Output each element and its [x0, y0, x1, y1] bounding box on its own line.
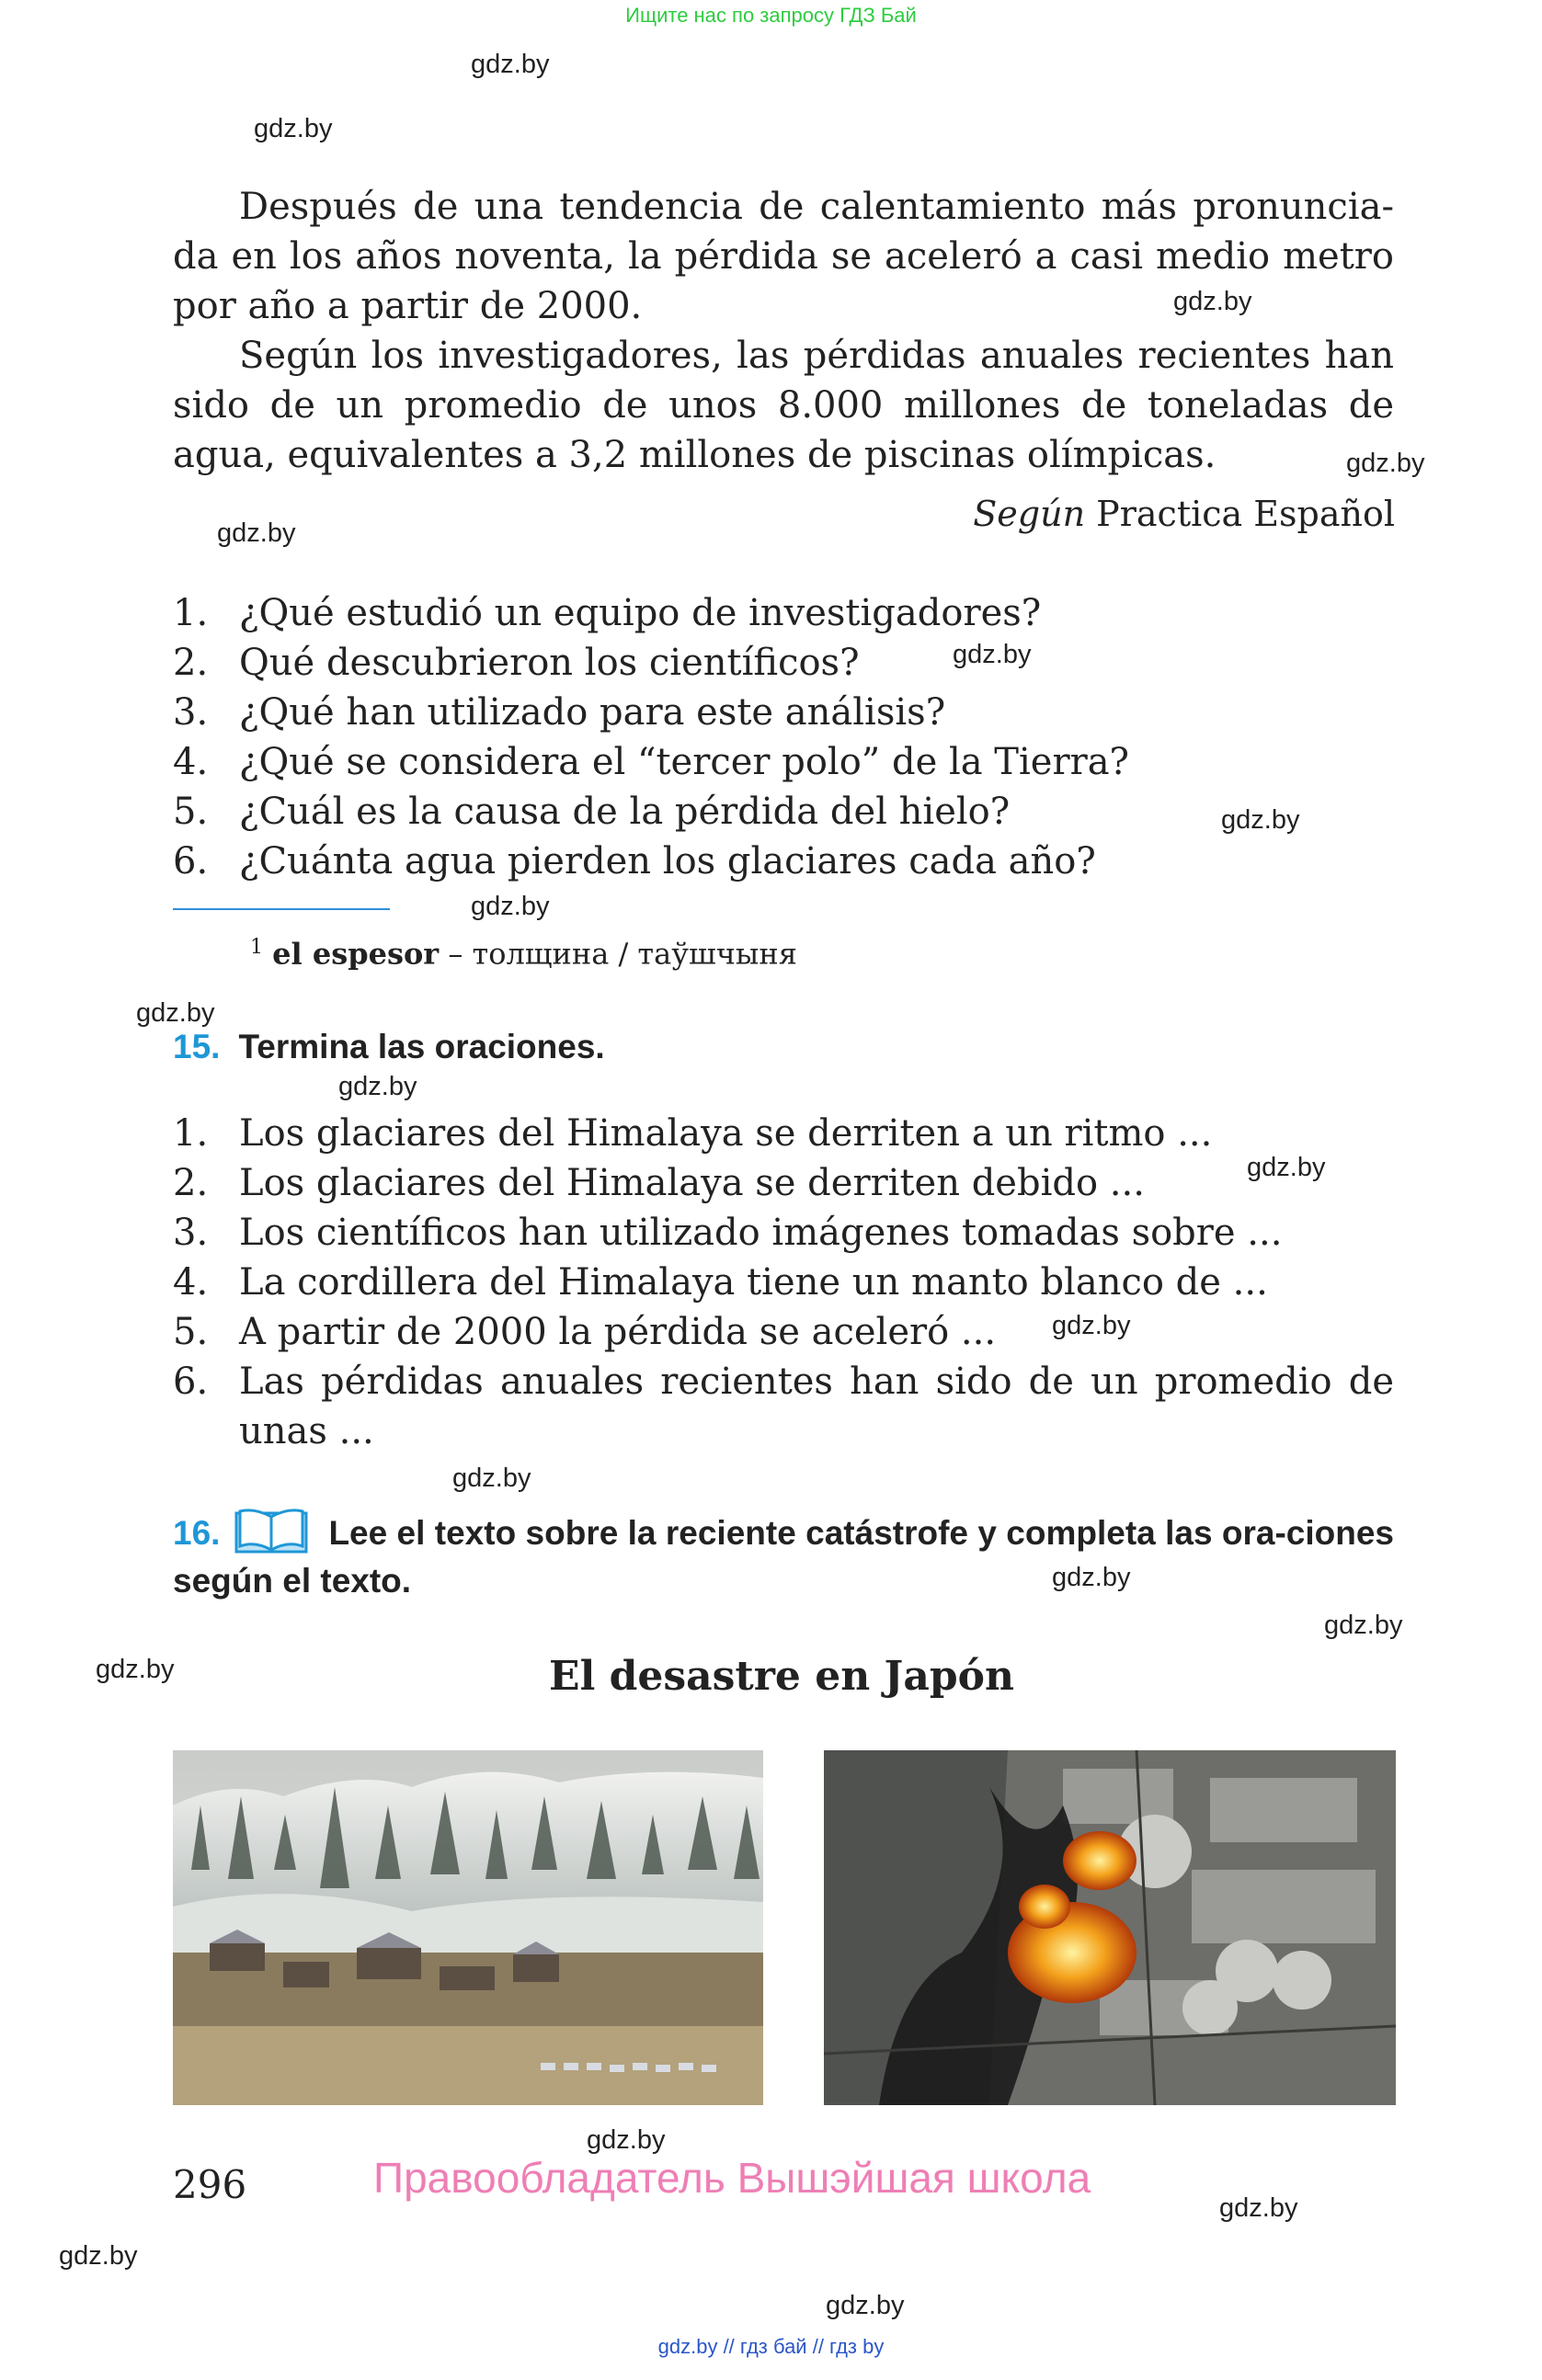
item-text: Las pérdidas anuales recientes han sido de un promedio de unas ...: [239, 1361, 1394, 1452]
watermark: gdz.by: [1346, 449, 1425, 478]
item-text: A partir de 2000 la pérdida se aceleró ...: [239, 1311, 997, 1353]
questions-list: [173, 588, 1394, 886]
watermark: gdz.by: [587, 2125, 666, 2155]
item-text: Los glaciares del Himalaya se derriten a un ritmo ...: [239, 1112, 1213, 1155]
item-number: 1.: [173, 1112, 209, 1155]
tsunami-photo: [173, 1750, 763, 2105]
watermark: gdz.by: [471, 892, 550, 921]
watermark: gdz.by: [217, 518, 296, 548]
list-item: [173, 1158, 1394, 1208]
watermark: gdz.by: [136, 998, 215, 1028]
footnote-divider: [173, 908, 390, 910]
list-item: [173, 1357, 1394, 1456]
watermark: gdz.by: [826, 2291, 905, 2320]
watermark: gdz.by: [1247, 1153, 1326, 1182]
watermark: gdz.by: [1173, 287, 1252, 316]
item-number: 1.: [173, 592, 209, 634]
section-title: El desastre en Japón: [549, 1653, 1014, 1700]
item-text: Los glaciares del Himalaya se derriten debido ...: [239, 1162, 1145, 1204]
item-text: ¿Cuál es la causa de la pérdida del hielo?: [239, 791, 1011, 833]
item-number: 6.: [173, 840, 209, 883]
exercise-16-heading: [173, 1508, 1394, 1605]
watermark: gdz.by: [1052, 1311, 1131, 1340]
watermark: gdz.by: [471, 50, 550, 79]
source-name: Practica Español: [1096, 494, 1395, 534]
item-number: 2.: [173, 642, 209, 684]
watermark: gdz.by: [1219, 2193, 1298, 2223]
item-number: 5.: [173, 791, 209, 833]
item-text: ¿Qué se considera el “tercer polo” de la Tierra?: [239, 741, 1129, 783]
top-banner[interactable]: Ищите нас по запросу ГДЗ Бай: [625, 4, 917, 27]
item-number: 5.: [173, 1311, 209, 1353]
list-item: [173, 837, 1394, 886]
exercise-title: Termina las oraciones.: [238, 1028, 605, 1065]
source-prefix: Según: [973, 494, 1086, 534]
watermark: gdz.by: [254, 114, 333, 143]
watermark: gdz.by: [1052, 1563, 1131, 1592]
copyright-notice: Правообладатель Вышэйшая школа: [373, 2154, 1091, 2202]
exercise-15-list: [173, 1109, 1394, 1456]
item-text: ¿Qué han utilizado para este análisis?: [239, 691, 946, 734]
item-number: 4.: [173, 1261, 209, 1304]
item-number: 6.: [173, 1361, 209, 1403]
watermark: gdz.by: [59, 2241, 138, 2271]
list-item: [173, 588, 1394, 638]
list-item: [173, 1307, 1394, 1357]
footnote-mark: 1: [250, 936, 263, 959]
footnote-translation: – толщина / таўшчыня: [448, 936, 797, 972]
watermark: gdz.by: [1221, 805, 1300, 835]
footnote-term: el espesor: [272, 936, 440, 972]
list-item: [173, 688, 1394, 737]
list-item: [173, 638, 1394, 688]
item-number: 3.: [173, 1212, 209, 1254]
list-item: [173, 1109, 1394, 1158]
watermark: gdz.by: [1324, 1611, 1403, 1640]
item-text: ¿Cuánta agua pierden los glaciares cada año?: [239, 840, 1096, 883]
item-text: La cordillera del Himalaya tiene un manto blanco de ...: [239, 1261, 1268, 1304]
list-item: [173, 787, 1394, 837]
list-item: [173, 1208, 1394, 1258]
item-number: 2.: [173, 1162, 209, 1204]
reading-text: [173, 182, 1394, 480]
exercise-title: Lee el texto sobre la reciente catástrofe y completa las ora-ciones según el texto.: [173, 1514, 1394, 1600]
watermark: gdz.by: [452, 1463, 531, 1493]
item-number: 3.: [173, 691, 209, 734]
list-item: [173, 737, 1394, 787]
paragraph: Según los investigadores, las pérdidas anuales recientes han sido de un promedio de unos 8.000 millones de toneladas de agua, equivalentes a 3,2 millones de piscinas olímpicas.: [173, 335, 1394, 476]
exercise-number: 15.: [173, 1028, 221, 1065]
exercise-15-heading: [173, 1028, 605, 1066]
book-icon: [234, 1508, 308, 1554]
item-text: Los científicos han utilizado imágenes tomadas sobre ...: [239, 1212, 1283, 1254]
bottom-banner[interactable]: gdz.by // гдз бай // гдз by: [657, 2335, 885, 2358]
watermark: gdz.by: [338, 1072, 417, 1101]
footnote: [250, 936, 797, 972]
watermark: gdz.by: [96, 1655, 175, 1684]
item-text: ¿Qué estudió un equipo de investigadores?: [239, 592, 1042, 634]
exercise-number: 16.: [173, 1514, 221, 1552]
source-credit: [973, 494, 1395, 534]
paragraph: Después de una tendencia de calentamiento más pronuncia-da en los años noventa, la pérdida se aceleró a casi medio metro por año a partir de 2000.: [173, 186, 1394, 327]
page-number: 296: [173, 2162, 247, 2207]
item-text: Qué descubrieron los científicos?: [239, 642, 860, 684]
item-number: 4.: [173, 741, 209, 783]
list-item: [173, 1258, 1394, 1307]
watermark: gdz.by: [953, 640, 1032, 669]
refinery-fire-photo: [824, 1750, 1396, 2105]
